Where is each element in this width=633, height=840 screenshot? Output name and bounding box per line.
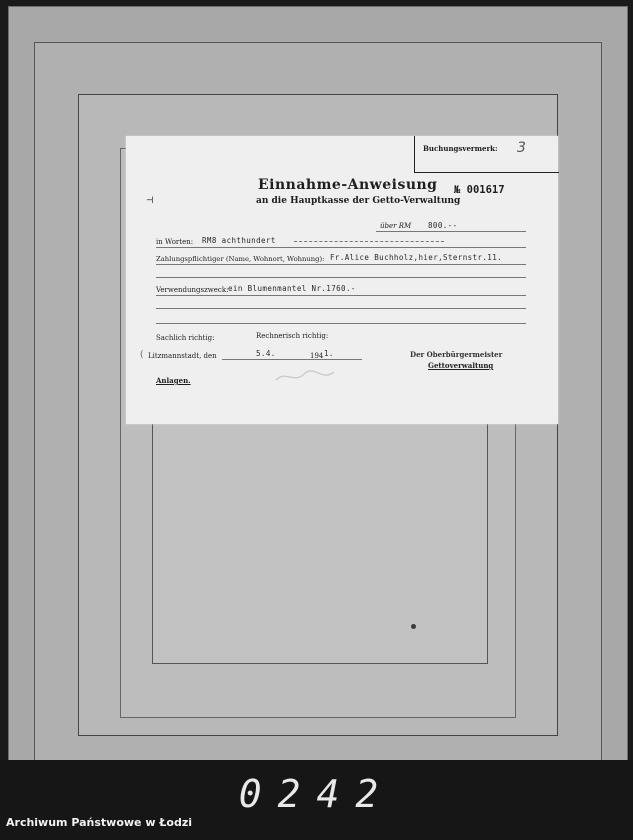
signature-line-2: Gettoverwaltung — [428, 361, 494, 370]
verwendungszweck-label: Verwendungszweck: — [156, 286, 229, 294]
bracket-mark: ( — [140, 350, 144, 360]
year-prefix: 194 — [310, 352, 324, 360]
in-worten-label: in Worten: — [156, 238, 194, 246]
in-worten-filler — [294, 241, 444, 242]
in-worten-line — [156, 247, 526, 248]
ueber-rm-label: über RM — [380, 222, 412, 230]
document-subtitle: an die Hauptkasse der Getto-Verwaltung — [256, 196, 461, 206]
verwendungszweck-line-2 — [156, 308, 526, 309]
zahlungspflichtiger-label: Zahlungspflichtiger (Name, Wohnort, Wohnung): — [156, 255, 325, 263]
verwendungszweck-line-3 — [156, 323, 526, 324]
year-suffix: 1. — [324, 349, 334, 358]
zahlungspflichtiger-value: Fr.Alice Buchholz,hier,Sternstr.11. — [330, 253, 503, 262]
amount-line — [376, 231, 526, 232]
zahlungspflichtiger-line-2 — [156, 277, 526, 278]
date-day: 5.4. — [256, 349, 276, 358]
archive-label: Archiwum Państwowe w Łodzi — [6, 816, 193, 829]
corner-mark: ⊣ — [146, 196, 154, 206]
buchungsvermerk-value: 3 — [517, 140, 526, 156]
verwendungszweck-value: ein Blumenmantel Nr.1760.- — [228, 284, 356, 293]
date-line — [222, 359, 362, 360]
amount-value: 800.-- — [428, 221, 458, 230]
backing-sheet-inner — [152, 408, 488, 664]
verwendungszweck-line-1 — [156, 295, 526, 296]
buchungsvermerk-box — [414, 136, 559, 173]
place-label: Litzmannstadt, den — [148, 352, 217, 360]
faint-signature-scribble — [274, 364, 344, 388]
document-number: № 001617 — [454, 184, 505, 196]
rechnerisch-richtig-label: Rechnerisch richtig: — [256, 332, 329, 340]
zahlungspflichtiger-line-1 — [156, 264, 526, 265]
in-worten-value: RM8 achthundert — [202, 236, 276, 245]
signature-line-1: Der Oberbürgermeister — [410, 350, 503, 359]
sachlich-richtig-label: Sachlich richtig: — [156, 334, 215, 342]
document-title: Einnahme-Anweisung — [258, 177, 438, 193]
buchungsvermerk-label: Buchungsvermerk: — [423, 144, 498, 153]
frame-number: 0242 — [238, 772, 395, 816]
pin-mark — [411, 624, 416, 629]
anlagen-label: Anlagen. — [156, 376, 191, 385]
receipt-slip — [126, 136, 558, 424]
